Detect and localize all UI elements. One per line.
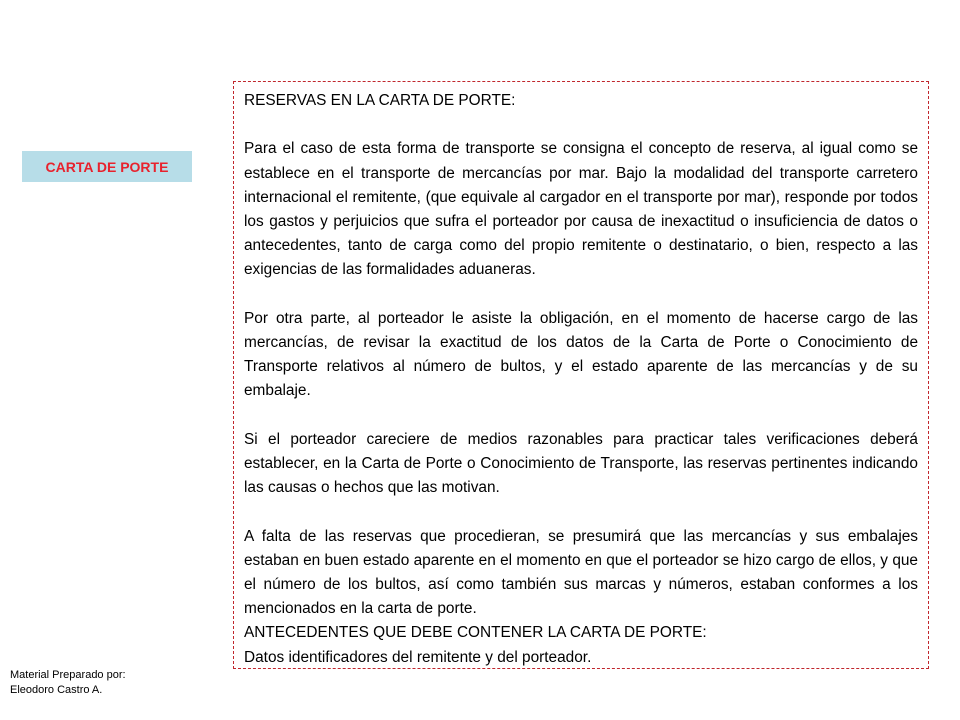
content-subheading: ANTECEDENTES QUE DEBE CONTENER LA CARTA DE PORTE: — [244, 624, 707, 642]
footer-credit — [10, 668, 126, 698]
paragraph-2: Por otra parte, al porteador le asiste la obligación, en el momento de hacerse cargo de las mercancías, de revisar la exactitud de los datos de la Carta de Porte o Conocimiento de Transporte relativos al número de bultos, y el estado aparente de las mercancías y de su embalaje. — [244, 309, 918, 400]
paragraph-4: A falta de las reservas que procedieran, se presumirá que las mercancías y sus embalajes estaban en buen estado aparente en el momento en que el porteador se hizo cargo de ellos, y que el número de los bultos, así como también sus marcas y números, estaban conformes a los mencionados en la carta de porte. — [244, 527, 918, 618]
footer-line-1: Material Preparado por: — [10, 669, 126, 681]
paragraph-3: Si el porteador careciere de medios razonables para practicar tales verificaciones deberá establecer, en la Carta de Porte o Conocimiento de Transporte, las reservas pertinentes indicando las causas o hechos que las motivan. — [244, 430, 918, 497]
content-last-line: Datos identificadores del remitente y del porteador. — [244, 648, 592, 666]
footer-line-2: Eleodoro Castro A. — [10, 684, 103, 696]
section-label: CARTA DE PORTE — [22, 151, 192, 182]
paragraph-1: Para el caso de esta forma de transporte se consigna el concepto de reserva, al igual como se establece en el transporte de mercancías por mar. Bajo la modalidad del transporte carretero internacional el remitente, (que equivale al cargador en el transporte por mar), responde por todos los gastos y perjuicios que sufra el porteador por causa de inexactitud o insuficiencia de datos o antecedentes, tanto de carga como del propio remitente o destinatario, o bien, respecto a las exigencias de las formalidades aduaneras. — [244, 140, 918, 279]
content-box — [233, 81, 929, 669]
content-title: RESERVAS EN LA CARTA DE PORTE: — [244, 92, 516, 109]
